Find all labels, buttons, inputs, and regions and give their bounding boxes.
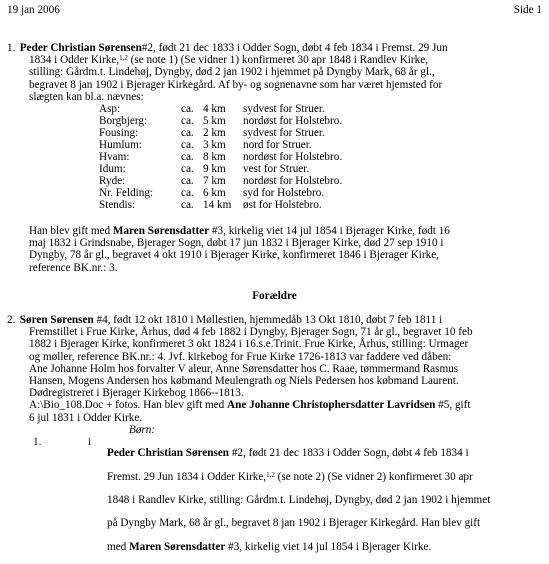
- entry-number: 1.: [7, 42, 16, 54]
- place-row: [99, 163, 342, 175]
- entry-text: med: [107, 540, 130, 553]
- entry-text: slægten kan bl.a. nævnes:: [29, 90, 144, 103]
- entry-text: (se note 1) (Se vidner 1) konfirmeret 30 apr 1848 i Randlev Kirke,: [127, 54, 428, 67]
- place-distance: 9 km: [203, 163, 226, 176]
- place-name: Humlum:: [99, 139, 142, 152]
- place-row: [99, 151, 342, 163]
- entry-text: reference BK.nr.: 3.: [29, 261, 118, 274]
- entry-text: Fremstillet i Frue Kirke, Århus, død 4 feb 1882 i Dyngby, Bjerager Sogn, 71 år gl., begravet 10 feb: [29, 326, 473, 339]
- entry-text: Ane Johanne Holm hos forvalter V aleur, Anne Sørensdatter hos C. Raae, tømmermand Rasmus: [29, 362, 459, 375]
- entry-text: 1834 i Odder Kirke,: [29, 54, 120, 67]
- place-direction: nord for Struer.: [243, 139, 312, 152]
- entry-text: #3, kirkelig viet 14 jul 1854 i Bjerager Kirke.: [225, 540, 432, 553]
- entry-text: (se note 2) (Se vidner 2) konfirmeret 30 apr: [274, 470, 473, 483]
- entry-text: #4, født 12 okt 1810 i Møllestien, hjemmedåb 13 Okt 1810, døbt 7 feb 1811 i: [93, 314, 443, 326]
- footnote-ref: 1,2: [266, 470, 275, 479]
- child-number: 1.: [33, 436, 42, 448]
- entry-text: begravet 8 jan 1902 i Bjerager Kirkegård. Af by- og sognenavne som har været hjemsted for: [29, 78, 443, 91]
- entry-text: Dødregistreret i Bjerager Kirkebog 1866--1813.: [29, 387, 244, 400]
- place-name: Asp:: [99, 103, 121, 116]
- place-direction: nordøst for Holstebro.: [243, 175, 343, 188]
- place-distance: 8 km: [203, 151, 226, 164]
- place-distance: 5 km: [203, 115, 226, 128]
- place-name: Nr. Felding:: [99, 187, 154, 200]
- person-name: Peder Christian Sørensen: [19, 42, 142, 54]
- entry-text: Dyngby, 78 år gl., begravet 4 okt 1910 i Bjerager Kirke, konfirmeret 1846 i Bjerager Kirke,: [29, 249, 439, 262]
- place-name: Borgbjerg:: [99, 115, 148, 128]
- entry-1: [7, 42, 540, 274]
- place-row: [99, 127, 342, 139]
- place-approx: ca.: [181, 175, 194, 188]
- place-name: Hvam:: [99, 151, 130, 164]
- person-name: Søren Sørensen: [19, 314, 94, 326]
- entry-text: 1882 i Bjerager Kirke, konfirmeret 3 okt 1824 i 16.s.e.Trinit. Frue Kirke, Århus, stilling: Urmager: [29, 338, 469, 351]
- place-approx: ca.: [181, 139, 194, 152]
- place-approx: ca.: [181, 127, 194, 140]
- entry-text: 1848 i Randlev Kirke, stilling: Gårdm.t. Lindehøj, Dyngby, død 2 jan 1902 i hjemmet: [107, 493, 491, 506]
- place-approx: ca.: [181, 163, 194, 176]
- places-table: [99, 103, 342, 211]
- entry-text: #2, født 21 dec 1833 i Odder Sogn, døbt 4 feb 1834 i: [229, 447, 469, 460]
- place-distance: 4 km: [203, 103, 226, 116]
- place-name: Stendis:: [99, 199, 136, 212]
- entry-text: Hansen, Mogens Andersen hos købmand Meulengrath og Niels Pedersen hos købmand Laurent.: [29, 375, 459, 388]
- place-row: [99, 139, 342, 151]
- entry-text: 6 jul 1831 i Odder Kirke.: [29, 411, 143, 424]
- place-direction: sydvest for Struer.: [243, 103, 325, 116]
- place-distance: 6 km: [203, 187, 226, 200]
- entry-text: Han blev gift med: [29, 225, 113, 238]
- child-roman-numeral: i: [88, 436, 92, 448]
- person-name: Peder Christian Sørensen: [107, 447, 230, 460]
- place-row: [99, 187, 342, 199]
- place-name: Idum:: [99, 163, 126, 176]
- spouse-name: Ane Johanne Christophersdatter Lavridsen: [227, 399, 436, 412]
- entry-text: og møller, reference BK.nr.: 4. Jvf. kirkebog for Frue Kirke 1726-1813 var faddere ved dåben:: [29, 350, 452, 363]
- place-direction: nordøst for Holstebro.: [243, 115, 343, 128]
- entry-text: #3, kirkelig viet 14 jul 1854 i Bjerager Kirke, født 16: [209, 225, 450, 238]
- place-row: [99, 103, 342, 115]
- entry-text: maj 1832 i Grindsnabe, Bjerager Sogn, døbt 17 jun 1832 i Bjerager Kirke, død 27 sep 1910 i: [29, 237, 444, 250]
- entry-text: A:\Bio_108.Doc + fotos. Han blev gift med: [29, 399, 228, 412]
- entry-text: stilling: Gårdm.t. Lindehøj, Dyngby, død 2 jan 1902 i hjemmet på Dyngby Mark, 68 år gl.,: [29, 66, 435, 79]
- header-page-number: Side 1: [513, 4, 542, 16]
- place-approx: ca.: [181, 103, 194, 116]
- place-approx: ca.: [181, 187, 194, 200]
- section-title: Forældre: [252, 290, 297, 302]
- place-name: Fousing:: [99, 127, 139, 140]
- place-approx: ca.: [181, 151, 194, 164]
- place-distance: 2 km: [203, 127, 226, 140]
- entry-text: Fremst. 29 Jun 1834 i Odder Kirke,: [107, 470, 267, 483]
- place-row: [99, 115, 342, 127]
- place-distance: 3 km: [203, 139, 226, 152]
- entry-number: 2.: [7, 314, 16, 326]
- place-approx: ca.: [181, 199, 194, 212]
- place-distance: 7 km: [203, 175, 226, 188]
- entry-2: [7, 314, 540, 436]
- spouse-name: Maren Sørensdatter: [112, 225, 210, 238]
- entry-text: #5, gift: [435, 399, 471, 412]
- page-header: [7, 4, 542, 18]
- place-approx: ca.: [181, 115, 194, 128]
- place-direction: øst for Holstebro.: [243, 199, 322, 212]
- child-entry-1: [7, 436, 540, 564]
- place-distance: 14 km: [203, 199, 232, 212]
- place-direction: nordøst for Holstebro.: [243, 151, 343, 164]
- place-direction: sydvest for Struer.: [243, 127, 325, 140]
- place-row: [99, 175, 342, 187]
- place-direction: syd for Holstebro.: [243, 187, 325, 200]
- entry-text: på Dyngby Mark, 68 år gl., begravet 8 jan 1902 i Bjerager Kirkegård. Han blev gift: [107, 517, 481, 530]
- spouse-name: Maren Sørensdatter: [129, 540, 226, 553]
- place-direction: vest for Struer.: [243, 163, 310, 176]
- children-label: Børn:: [129, 423, 156, 436]
- footnote-ref: 1,2: [119, 54, 128, 63]
- entry-text: #2, født 21 dec 1833 i Odder Sogn, døbt 4 feb 1834 i Fremst. 29 Jun: [141, 42, 448, 54]
- place-name: Ryde:: [99, 175, 126, 188]
- place-row: [99, 199, 342, 211]
- header-date: 19 jan 2006: [7, 4, 60, 16]
